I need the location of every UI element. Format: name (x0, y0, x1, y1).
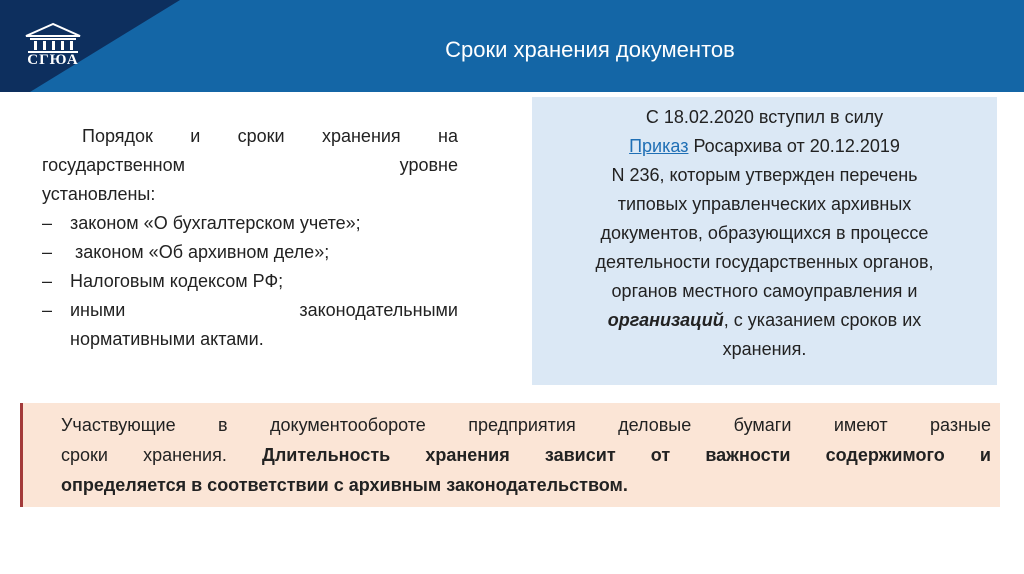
dash-bullet: – (42, 300, 53, 320)
list-item-text: законом «О бухгалтерском учете»; (70, 213, 361, 233)
left-text-block (42, 122, 458, 354)
order-info-box (532, 97, 997, 385)
intro-line-2: государственном уровне (42, 155, 458, 175)
order-line-5: документов, образующихся в процессе (600, 223, 929, 243)
list-item-text: иными законодательными (70, 300, 458, 320)
dash-bullet: – (42, 242, 53, 262)
order-line-8-rest: , с указанием сроков их (723, 310, 922, 330)
order-line-9: хранения. (722, 339, 807, 359)
summary-line-1: Участвующие в документообороте предприятия деловые бумаги имеют разные (61, 415, 991, 435)
order-line-2-rest: Росархива от 20.12.2019 (688, 136, 900, 156)
intro-line-1: Порядок и сроки хранения на (82, 126, 458, 146)
order-line-3: N 236, которым утвержден перечень (611, 165, 918, 185)
page-title: Сроки хранения документов (445, 37, 735, 62)
summary-box (20, 403, 1000, 507)
order-line-8 (532, 306, 997, 335)
summary-line-2-normal: сроки хранения. (61, 445, 263, 465)
order-line-4: типовых управленческих архивных (617, 194, 912, 214)
list-item (42, 209, 458, 238)
order-line-1: С 18.02.2020 вступил в силу (645, 107, 884, 127)
summary-line-2 (61, 440, 991, 470)
header-bar (0, 0, 1024, 92)
dash-bullet: – (42, 213, 53, 233)
order-link[interactable]: Приказ (629, 136, 689, 156)
order-line-6: деятельности государственных органов, (595, 252, 934, 272)
logo (18, 22, 88, 74)
dash-bullet: – (42, 271, 53, 291)
list-item-text-cont: нормативными актами. (70, 329, 264, 349)
logo-text: СГЮА (27, 52, 79, 68)
order-line-2 (532, 132, 997, 161)
summary-line-2-bold: Длительность хранения зависит от важности содержимого и (262, 445, 992, 465)
building-icon (18, 22, 88, 54)
list-item (42, 238, 458, 267)
list-item-text: законом «Об архивном деле»; (70, 242, 330, 262)
list-item (42, 267, 458, 296)
list-item-text: Налоговым кодексом РФ; (70, 271, 284, 291)
list-item (42, 296, 458, 354)
organizations-emphasis: организаций (607, 310, 724, 330)
intro-line-3: установлены: (42, 184, 156, 204)
order-line-7: органов местного самоуправления и (611, 281, 918, 301)
summary-text (61, 410, 991, 500)
summary-line-3: определяется в соответствии с архивным законодательством. (61, 475, 628, 495)
